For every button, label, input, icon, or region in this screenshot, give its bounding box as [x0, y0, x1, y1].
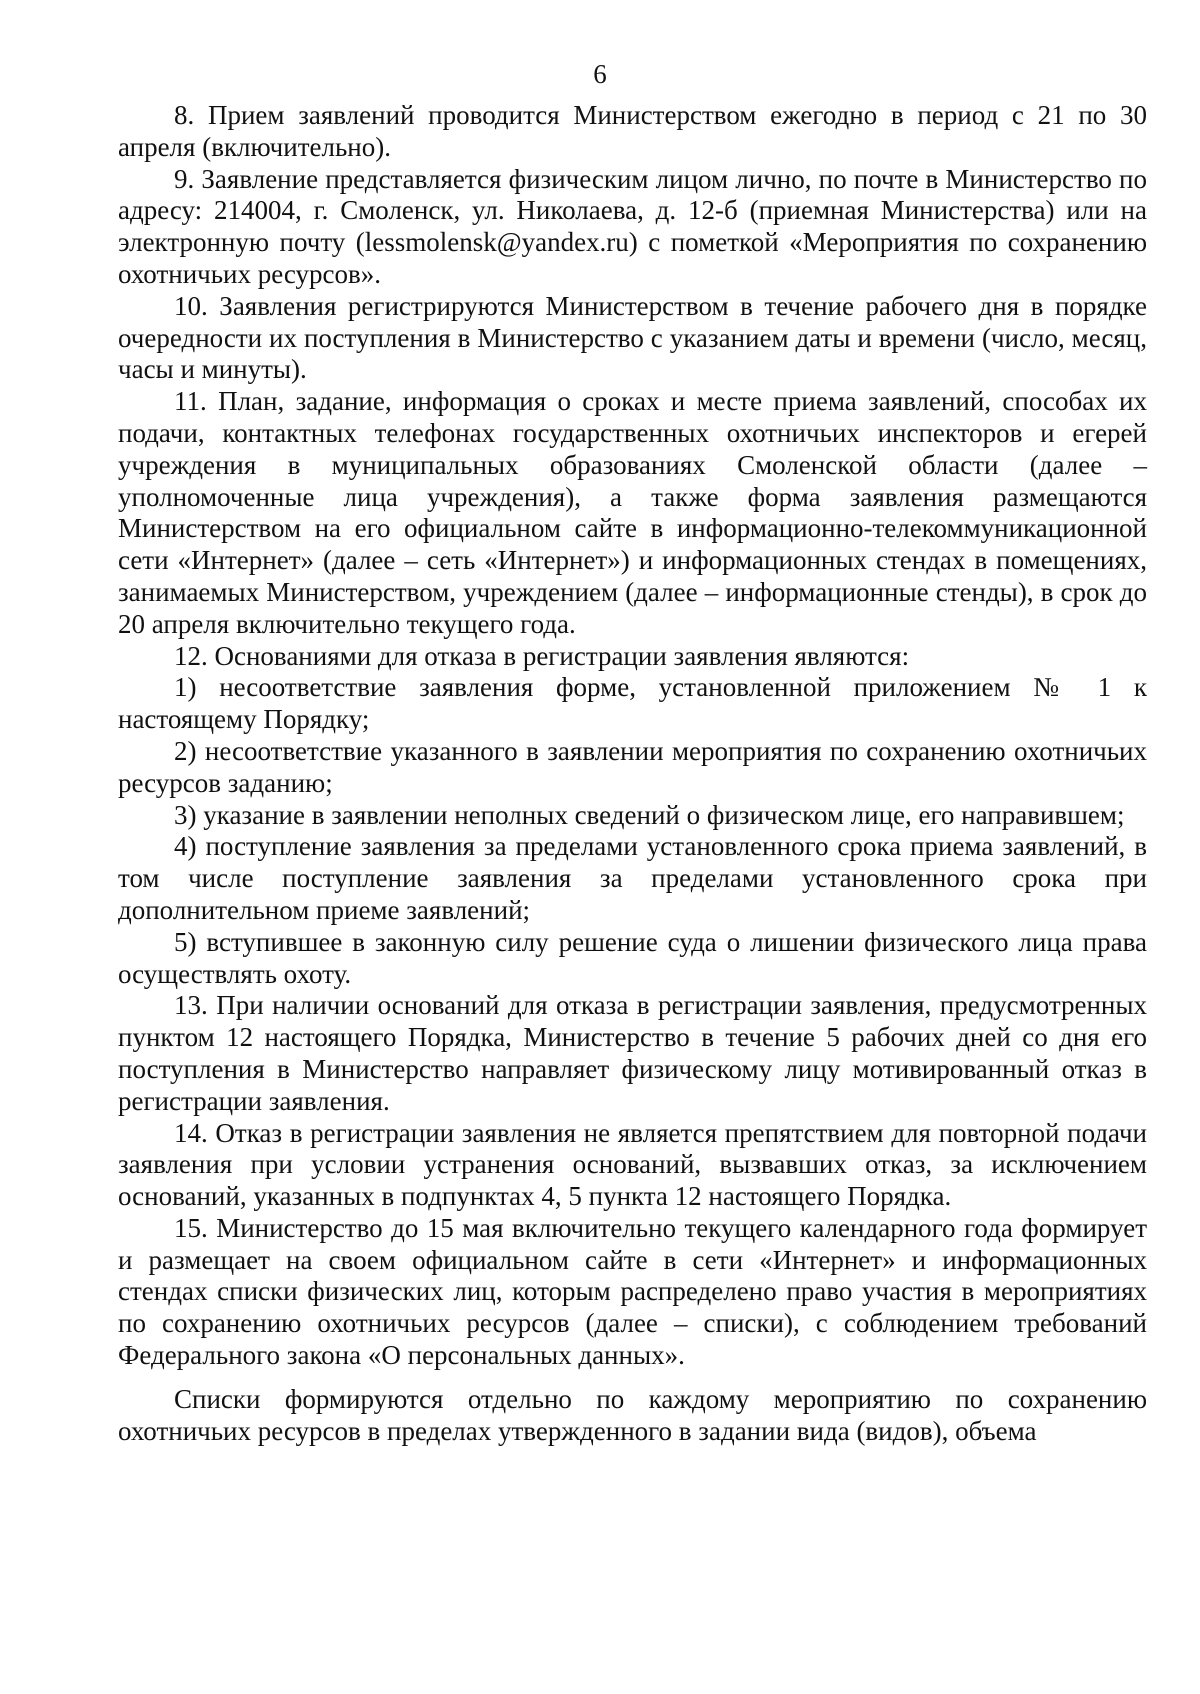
paragraph-13: 13. При наличии оснований для отказа в регистрации заявления, предусмотренных пунктом 12 настоящего Порядка, Министерство в течение 5 рабочих дней со дня его поступления в Министерство направляет физическому лицу мотивированный отказ в регистрации заявления.: [118, 990, 1147, 1116]
paragraph-lists: Списки формируются отдельно по каждому мероприятию по сохранению охотничьих ресурсов в пределах утвержденного в задании вида (видов), объема: [118, 1383, 1147, 1446]
paragraph-11: 11. План, задание, информация о сроках и месте приема заявлений, способах их подачи, контактных телефонах государственных охотничьих инспекторов и егерей учреждения в муниципальных образованиях Смоленской области (далее – уполномоченные лица учреждения), а также форма заявления размещаются Министерством на его официальном сайте в информационно-телекоммуникационной сети «Интернет» (далее – сеть «Интернет») и информационных стендах в помещениях, занимаемых Министерством, учреждением (далее – информационные стенды), в срок до 20 апреля включительно текущего года.: [118, 386, 1147, 639]
paragraph-12-item-1: 1) несоответствие заявления форме, установленной приложением № 1 к настоящему Порядку;: [118, 672, 1147, 735]
paragraph-12-item-5: 5) вступившее в законную силу решение суда о лишении физического лица права осуществлять охоту.: [118, 926, 1147, 989]
paragraph-8: 8. Прием заявлений проводится Министерством ежегодно в период с 21 по 30 апреля (включительно).: [118, 100, 1147, 162]
page-number: 6: [593, 59, 607, 89]
paragraph-14: 14. Отказ в регистрации заявления не является препятствием для повторной подачи заявления при условии устранения оснований, вызвавших отказ, за исключением оснований, указанных в подпунктах 4, 5 пункта 12 настоящего Порядка.: [118, 1117, 1147, 1212]
paragraph-10: 10. Заявления регистрируются Министерством в течение рабочего дня в порядке очередности их поступления в Министерство с указанием даты и времени (число, месяц, часы и минуты).: [118, 290, 1147, 385]
paragraph-12-item-2: 2) несоответствие указанного в заявлении мероприятия по сохранению охотничьих ресурсов заданию;: [118, 735, 1147, 798]
paragraph-12: 12. Основаниями для отказа в регистрации заявления являются:: [174, 640, 910, 671]
paragraph-15: 15. Министерство до 15 мая включительно текущего календарного года формирует и размещает на своем официальном сайте в сети «Интернет» и информационных стендах списки физических лиц, которым распределено право участия в мероприятиях по сохранению охотничьих ресурсов (далее – списки), с соблюдением требований Федерального закона «О персональных данных».: [118, 1212, 1147, 1371]
paragraph-12-item-4: 4) поступление заявления за пределами установленного срока приема заявлений, в том числе поступление заявления за пределами установленного срока при дополнительном приеме заявлений;: [118, 831, 1147, 925]
paragraph-12-item-3: 3) указание в заявлении неполных сведений о физическом лице, его направившем;: [174, 799, 1125, 830]
document-body: [118, 100, 1147, 1447]
paragraph-9: 9. Заявление представляется физическим лицом лично, по почте в Министерство по адресу: 214004, г. Смоленск, ул. Николаева, д. 12-б (приемная Министерства) или на электронную почту (lessmolensk@yandex.ru) с пометкой «Мероприятия по сохранению охотничьих ресурсов».: [118, 163, 1147, 289]
